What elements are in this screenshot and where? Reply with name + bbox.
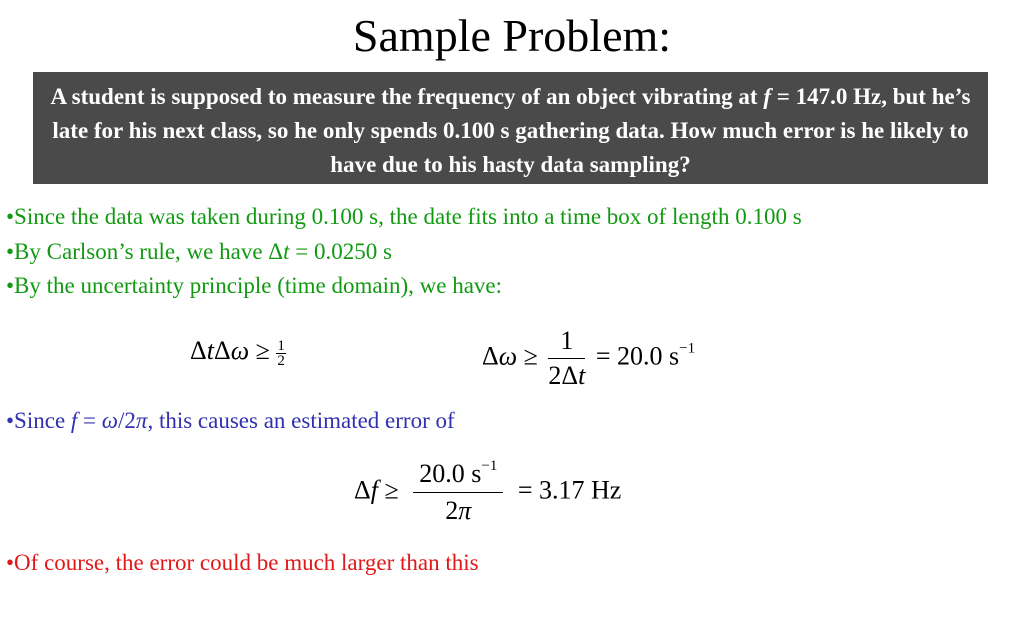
equals-sign: = — [77, 408, 102, 433]
eq3-equals: = — [511, 475, 540, 505]
bullet-frequency-relation — [6, 407, 455, 435]
eq2-denominator — [548, 359, 585, 393]
equation-frequency-error — [354, 456, 621, 529]
eq3-num-value: 20.0 s — [419, 459, 482, 488]
t-variable: t — [283, 239, 290, 264]
problem-text-part1: A student is supposed to measure the frequency of an object vibrating at — [50, 84, 764, 109]
problem-frequency-variable: f — [763, 84, 772, 109]
eq1-fraction — [276, 339, 286, 368]
problem-text-part2: = 147.0 Hz, but he’s late for his next class, so he only spends 0.100 s gathering data. How much error is he likely to have due to his hasty data sampling? — [52, 84, 971, 177]
equation-uncertainty-principle — [190, 336, 286, 368]
eq3-fraction — [405, 456, 511, 529]
divide-two: /2 — [118, 408, 136, 433]
eq2-delta: Δ — [482, 341, 499, 371]
omega-variable: ω — [101, 408, 119, 433]
bullet-error-text: , this causes an estimated error of — [147, 408, 455, 433]
eq3-f: f — [370, 475, 378, 505]
eq2-fraction — [544, 324, 589, 393]
bullet-uncertainty-principle: •By the uncertainty principle (time domain), we have: — [6, 273, 503, 298]
eq1-delta-2: Δ — [213, 336, 231, 365]
bullet-carlsons-rule — [6, 238, 392, 266]
eq3-geq: ≥ — [377, 475, 406, 505]
eq2-value: 20.0 s — [617, 341, 680, 371]
eq1-numerator: 1 — [277, 337, 285, 354]
slide-title: Sample Problem: — [352, 10, 672, 61]
eq3-result: 3.17 Hz — [539, 475, 622, 505]
eq2-den-t: t — [578, 361, 586, 390]
problem-statement-box — [33, 72, 988, 184]
eq3-num-exponent: −1 — [481, 458, 498, 474]
pi-variable: π — [135, 408, 148, 433]
eq2-numerator: 1 — [548, 324, 585, 359]
bullet-carlson-text: •By Carlson’s rule, we have — [6, 239, 269, 264]
bullet-larger-error: •Of course, the error could be much larger than this — [6, 550, 479, 575]
bullet-since-text: •Since — [6, 408, 71, 433]
eq1-t: t — [206, 336, 214, 365]
f-variable: f — [70, 408, 78, 433]
eq3-den-pi: π — [458, 496, 472, 525]
eq2-geq: ≥ — [517, 341, 545, 371]
eq1-denominator: 2 — [277, 352, 285, 369]
eq3-delta: Δ — [354, 475, 371, 505]
eq1-omega: ω — [230, 336, 250, 365]
equation-omega-bound — [482, 324, 695, 393]
eq2-omega: ω — [498, 341, 518, 371]
eq1-geq: ≥ — [249, 336, 277, 365]
eq3-numerator — [413, 456, 503, 493]
eq3-den-two: 2 — [445, 496, 459, 525]
bullet-time-box: •Since the data was taken during 0.100 s, the date fits into a time box of length 0.100 s — [6, 204, 802, 229]
eq3-denominator — [413, 493, 503, 529]
eq2-den-delta: Δ — [561, 361, 579, 390]
eq2-equals: = — [589, 341, 618, 371]
bullet-carlson-value: = 0.0250 s — [289, 239, 392, 264]
delta-symbol: Δ — [268, 239, 284, 264]
eq2-exponent: −1 — [679, 340, 696, 357]
eq1-delta-1: Δ — [190, 336, 207, 365]
eq2-den-two: 2 — [548, 361, 562, 390]
